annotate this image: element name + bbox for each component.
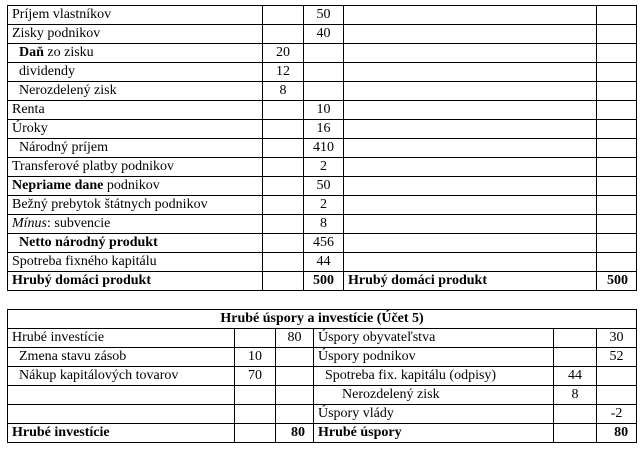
left-main xyxy=(276,405,314,424)
right-sub: 44 xyxy=(554,367,597,386)
right-value-empty xyxy=(597,63,637,82)
right-label-empty xyxy=(344,120,597,139)
sub-value xyxy=(263,101,304,120)
right-sub xyxy=(554,405,597,424)
right-value-empty xyxy=(597,101,637,120)
main-value: 16 xyxy=(304,120,344,139)
national-income-table xyxy=(7,5,637,291)
left-sub: 70 xyxy=(235,367,276,386)
row-label: Netto národný produkt xyxy=(8,234,263,253)
right-value-empty xyxy=(597,82,637,101)
label-bold: Daň xyxy=(19,45,44,60)
label-rest: : subvencie xyxy=(47,216,111,231)
main-value: 2 xyxy=(304,196,344,215)
table-row xyxy=(8,234,637,253)
right-label-empty xyxy=(344,139,597,158)
sub-value xyxy=(263,25,304,44)
table-row xyxy=(8,6,637,25)
right-main xyxy=(597,367,637,386)
left-sub xyxy=(235,386,276,405)
savings-investment-table xyxy=(7,309,637,443)
right-label-empty xyxy=(344,234,597,253)
sub-value xyxy=(263,215,304,234)
row-label: Úroky xyxy=(8,120,263,139)
table-row xyxy=(8,63,637,82)
left-label xyxy=(8,405,235,424)
table-row xyxy=(8,405,637,424)
total-right-label: Hrubé úspory xyxy=(314,424,554,443)
sub-value xyxy=(263,139,304,158)
right-sub xyxy=(554,329,597,348)
sub-value xyxy=(263,253,304,272)
sub-value xyxy=(263,6,304,25)
left-label: Nákup kapitálových tovarov xyxy=(8,367,235,386)
sub-value: 12 xyxy=(263,63,304,82)
right-sub xyxy=(554,348,597,367)
main-value: 50 xyxy=(304,6,344,25)
main-value: 50 xyxy=(304,177,344,196)
right-main: 30 xyxy=(597,329,637,348)
row-label xyxy=(8,177,263,196)
table-row xyxy=(8,139,637,158)
total-right-value: 80 xyxy=(597,424,637,443)
label-bold: Nepriame dane xyxy=(12,178,104,193)
table-row xyxy=(8,82,637,101)
right-label-empty xyxy=(344,177,597,196)
left-main: 80 xyxy=(276,329,314,348)
total-row xyxy=(8,424,637,443)
row-label: dividendy xyxy=(8,63,263,82)
right-value-empty xyxy=(597,25,637,44)
table-title: Hrubé úspory a investície (Účet 5) xyxy=(8,310,637,329)
table-row xyxy=(8,158,637,177)
row-label xyxy=(8,44,263,63)
sub-value xyxy=(263,158,304,177)
total-row xyxy=(8,272,637,291)
row-label: Bežný prebytok štátnych podnikov xyxy=(8,196,263,215)
total-right-sub-empty xyxy=(554,424,597,443)
main-value: 44 xyxy=(304,253,344,272)
right-value-empty xyxy=(597,234,637,253)
sub-value: 20 xyxy=(263,44,304,63)
row-label: Zisky podnikov xyxy=(8,25,263,44)
right-label: Úspory podnikov xyxy=(314,348,554,367)
right-label: Úspory obyvateľstva xyxy=(314,329,554,348)
left-label: Hrubé investície xyxy=(8,329,235,348)
row-label: Príjem vlastníkov xyxy=(8,6,263,25)
right-label-empty xyxy=(344,253,597,272)
table-row xyxy=(8,120,637,139)
row-label: Transferové platby podnikov xyxy=(8,158,263,177)
table-row xyxy=(8,215,637,234)
right-value-empty xyxy=(597,196,637,215)
table-row xyxy=(8,386,637,405)
left-main xyxy=(276,367,314,386)
main-value: 40 xyxy=(304,25,344,44)
main-value: 10 xyxy=(304,101,344,120)
label-rest: podnikov xyxy=(103,178,160,193)
right-value-empty xyxy=(597,139,637,158)
left-sub: 10 xyxy=(235,348,276,367)
right-value-empty xyxy=(597,177,637,196)
total-sub-empty xyxy=(263,272,304,291)
total-right-value: 500 xyxy=(597,272,637,291)
sub-value xyxy=(263,196,304,215)
left-label xyxy=(8,386,235,405)
label-rest: zo zisku xyxy=(43,45,94,60)
right-value-empty xyxy=(597,120,637,139)
total-left-label: Hrubý domáci produkt xyxy=(8,272,263,291)
right-value-empty xyxy=(597,158,637,177)
right-label-empty xyxy=(344,215,597,234)
row-label: Nerozdelený zisk xyxy=(8,82,263,101)
title-row xyxy=(8,310,637,329)
right-label: Úspory vlády xyxy=(314,405,554,424)
table-row xyxy=(8,44,637,63)
row-label: Národný príjem xyxy=(8,139,263,158)
sub-value xyxy=(263,120,304,139)
right-label-empty xyxy=(344,82,597,101)
total-left-label: Hrubé investície xyxy=(8,424,235,443)
main-value xyxy=(304,44,344,63)
main-value: 456 xyxy=(304,234,344,253)
label-italic: Mínus xyxy=(12,216,47,231)
right-sub: 8 xyxy=(554,386,597,405)
right-main xyxy=(597,386,637,405)
left-label: Zmena stavu zásob xyxy=(8,348,235,367)
total-left-value: 500 xyxy=(304,272,344,291)
sub-value: 8 xyxy=(263,82,304,101)
table-row xyxy=(8,25,637,44)
left-sub xyxy=(235,405,276,424)
right-label-empty xyxy=(344,101,597,120)
table-row xyxy=(8,177,637,196)
total-left-sub-empty xyxy=(235,424,276,443)
right-main: 52 xyxy=(597,348,637,367)
left-main xyxy=(276,386,314,405)
left-main xyxy=(276,348,314,367)
table-row xyxy=(8,196,637,215)
total-right-label: Hrubý domáci produkt xyxy=(344,272,597,291)
table-row xyxy=(8,253,637,272)
row-label: Renta xyxy=(8,101,263,120)
right-main: -2 xyxy=(597,405,637,424)
main-value: 410 xyxy=(304,139,344,158)
row-label: Spotreba fixného kapitálu xyxy=(8,253,263,272)
right-value-empty xyxy=(597,6,637,25)
row-label xyxy=(8,215,263,234)
table-row xyxy=(8,348,637,367)
right-value-empty xyxy=(597,253,637,272)
main-value xyxy=(304,82,344,101)
right-label-empty xyxy=(344,25,597,44)
total-left-value: 80 xyxy=(276,424,314,443)
right-label-empty xyxy=(344,196,597,215)
sub-value xyxy=(263,234,304,253)
right-label-empty xyxy=(344,6,597,25)
sub-value xyxy=(263,177,304,196)
left-sub xyxy=(235,329,276,348)
table-row xyxy=(8,329,637,348)
main-value: 2 xyxy=(304,158,344,177)
table-row xyxy=(8,367,637,386)
right-label-empty xyxy=(344,158,597,177)
right-label-empty xyxy=(344,63,597,82)
right-value-empty xyxy=(597,215,637,234)
main-value: 8 xyxy=(304,215,344,234)
right-label: Nerozdelený zisk xyxy=(314,386,554,405)
right-value-empty xyxy=(597,44,637,63)
right-label-empty xyxy=(344,44,597,63)
table-row xyxy=(8,101,637,120)
right-label: Spotreba fix. kapitálu (odpisy) xyxy=(314,367,554,386)
main-value xyxy=(304,63,344,82)
